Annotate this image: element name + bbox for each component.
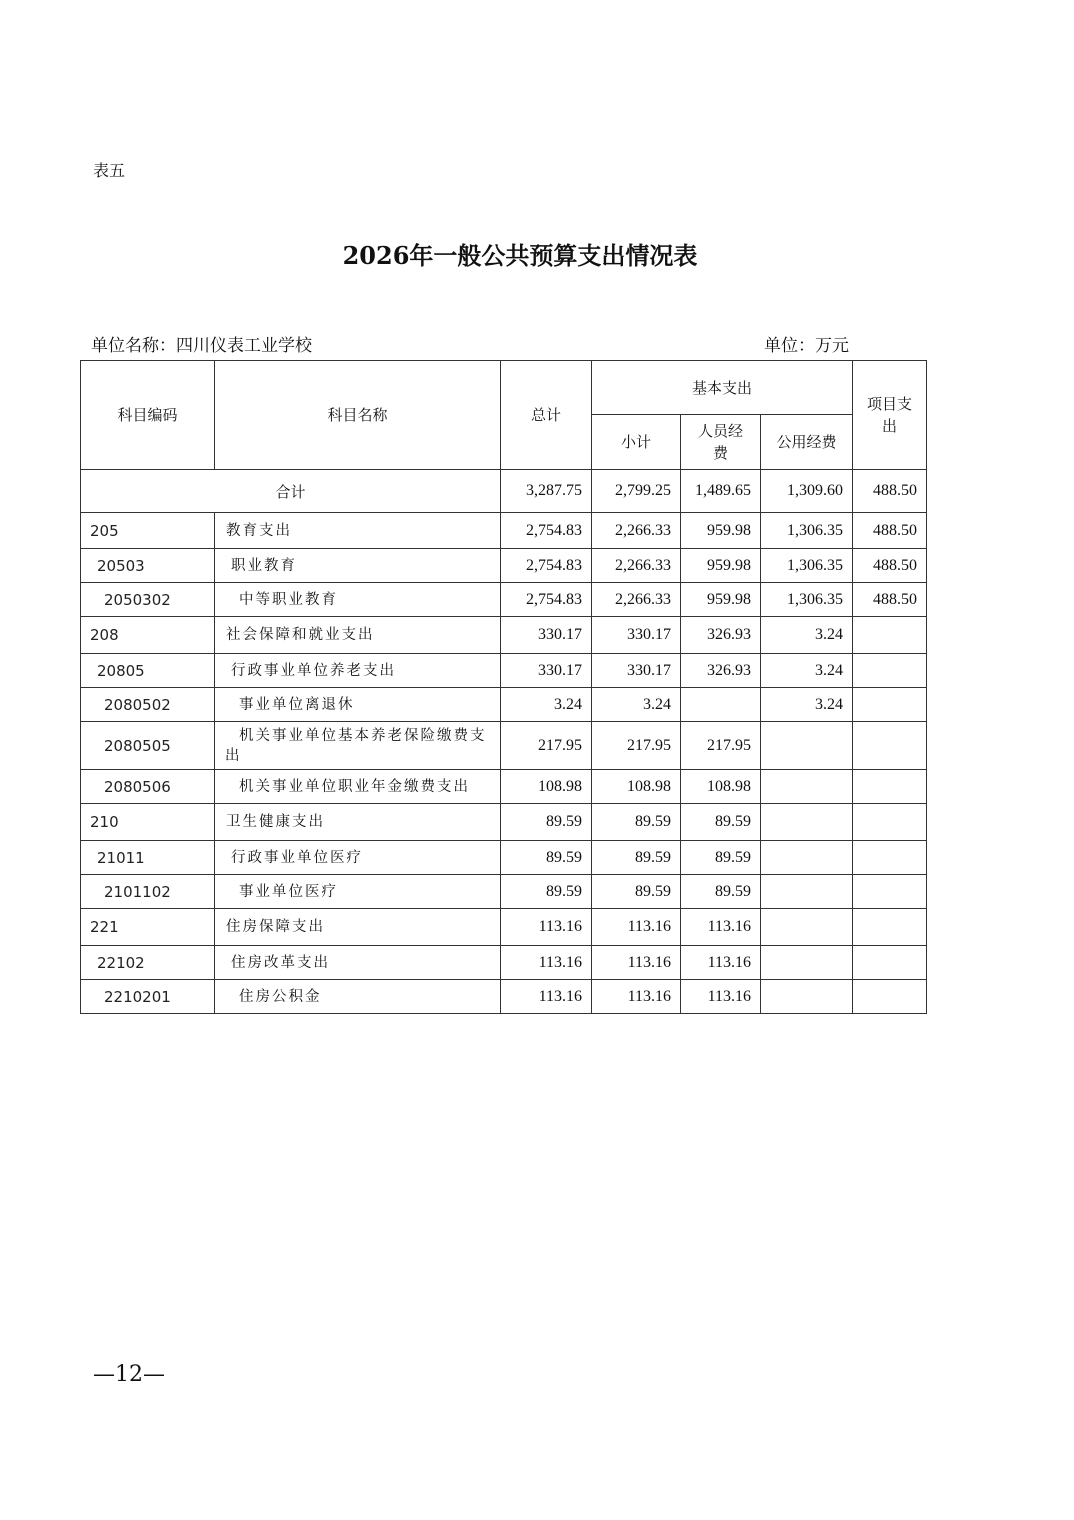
col-header-total: 总计 [501, 361, 592, 470]
cell-public [761, 946, 853, 980]
cell-project [853, 804, 927, 841]
subject-name: 社会保障和就业支出 [215, 617, 501, 654]
cell-subtotal: 108.98 [592, 770, 681, 804]
subject-code: 210 [81, 804, 215, 841]
cell-total: 330.17 [501, 617, 592, 654]
cell-personnel: 89.59 [681, 875, 761, 909]
subject-code: 2210201 [81, 980, 215, 1014]
cell-public [761, 980, 853, 1014]
cell-public: 1,306.35 [761, 583, 853, 617]
table-row [81, 980, 927, 1014]
table-row [81, 513, 927, 549]
col-header-code: 科目编码 [81, 361, 215, 470]
cell-subtotal: 330.17 [592, 617, 681, 654]
cell-total: 217.95 [501, 722, 592, 770]
cell-personnel: 113.16 [681, 946, 761, 980]
cell-personnel [681, 688, 761, 722]
cell-personnel: 113.16 [681, 980, 761, 1014]
table-row [81, 688, 927, 722]
subject-name: 事业单位医疗 [215, 875, 501, 909]
cell-project [853, 617, 927, 654]
table-row [81, 804, 927, 841]
cell-total: 89.59 [501, 804, 592, 841]
subject-name: 教育支出 [215, 513, 501, 549]
subject-name: 卫生健康支出 [215, 804, 501, 841]
cell-total: 3.24 [501, 688, 592, 722]
subject-code: 221 [81, 909, 215, 946]
budget-table [80, 360, 927, 1014]
subject-code: 20503 [81, 549, 215, 583]
page-title: 2026年一般公共预算支出情况表 [342, 241, 698, 270]
cell-public: 3.24 [761, 688, 853, 722]
table-label: 表五 [93, 161, 126, 180]
cell-personnel: 108.98 [681, 770, 761, 804]
cell-public [761, 909, 853, 946]
cell-personnel: 959.98 [681, 583, 761, 617]
subject-code: 20805 [81, 654, 215, 688]
cell-personnel: 89.59 [681, 841, 761, 875]
cell-public: 1,306.35 [761, 549, 853, 583]
cell-total: 2,754.83 [501, 549, 592, 583]
cell-subtotal: 113.16 [592, 946, 681, 980]
cell-personnel: 89.59 [681, 804, 761, 841]
cell-subtotal: 89.59 [592, 804, 681, 841]
col-header-public: 公用经费 [761, 415, 853, 470]
col-header-subtotal: 小计 [592, 415, 681, 470]
subject-name: 机关事业单位基本养老保险缴费支出 [215, 722, 501, 770]
total-project: 488.50 [853, 470, 927, 513]
subject-name: 机关事业单位职业年金缴费支出 [215, 770, 501, 804]
subject-name: 行政事业单位医疗 [215, 841, 501, 875]
cell-project [853, 946, 927, 980]
cell-subtotal: 2,266.33 [592, 583, 681, 617]
cell-subtotal: 330.17 [592, 654, 681, 688]
subject-code: 22102 [81, 946, 215, 980]
cell-project [853, 770, 927, 804]
cell-personnel: 959.98 [681, 549, 761, 583]
table-row [81, 617, 927, 654]
table-row [81, 549, 927, 583]
cell-public [761, 804, 853, 841]
cell-total: 2,754.83 [501, 583, 592, 617]
table-row [81, 722, 927, 770]
total-total: 3,287.75 [501, 470, 592, 513]
total-row [81, 470, 927, 513]
cell-subtotal: 3.24 [592, 688, 681, 722]
subject-code: 2050302 [81, 583, 215, 617]
subject-code: 21011 [81, 841, 215, 875]
cell-public: 3.24 [761, 617, 853, 654]
cell-personnel: 959.98 [681, 513, 761, 549]
table-row [81, 875, 927, 909]
subject-name: 职业教育 [215, 549, 501, 583]
cell-subtotal: 113.16 [592, 909, 681, 946]
cell-personnel: 326.93 [681, 654, 761, 688]
table-row [81, 583, 927, 617]
cell-public: 3.24 [761, 654, 853, 688]
subject-name: 事业单位离退休 [215, 688, 501, 722]
cell-total: 108.98 [501, 770, 592, 804]
cell-subtotal: 89.59 [592, 841, 681, 875]
table-row [81, 946, 927, 980]
cell-personnel: 113.16 [681, 909, 761, 946]
cell-total: 113.16 [501, 980, 592, 1014]
cell-project [853, 980, 927, 1014]
total-public: 1,309.60 [761, 470, 853, 513]
cell-total: 330.17 [501, 654, 592, 688]
cell-total: 2,754.83 [501, 513, 592, 549]
cell-personnel: 217.95 [681, 722, 761, 770]
cell-project [853, 688, 927, 722]
total-personnel: 1,489.65 [681, 470, 761, 513]
subject-code: 208 [81, 617, 215, 654]
cell-project [853, 722, 927, 770]
cell-project [853, 875, 927, 909]
subject-code: 2080502 [81, 688, 215, 722]
cell-project [853, 909, 927, 946]
subject-code: 2080506 [81, 770, 215, 804]
cell-public: 1,306.35 [761, 513, 853, 549]
cell-total: 89.59 [501, 841, 592, 875]
col-header-name: 科目名称 [215, 361, 501, 470]
unit-name: 单位名称：四川仪表工业学校 [91, 336, 312, 356]
cell-subtotal: 2,266.33 [592, 549, 681, 583]
cell-total: 113.16 [501, 946, 592, 980]
subject-name: 行政事业单位养老支出 [215, 654, 501, 688]
cell-subtotal: 89.59 [592, 875, 681, 909]
cell-public [761, 722, 853, 770]
col-header-project: 项目支出 [853, 361, 927, 470]
subject-code: 2080505 [81, 722, 215, 770]
cell-subtotal: 113.16 [592, 980, 681, 1014]
cell-project [853, 654, 927, 688]
cell-project: 488.50 [853, 513, 927, 549]
col-header-personnel: 人员经费 [681, 415, 761, 470]
subject-name: 住房保障支出 [215, 909, 501, 946]
cell-total: 89.59 [501, 875, 592, 909]
subject-code: 205 [81, 513, 215, 549]
unit-label: 单位：万元 [764, 336, 849, 356]
subject-name: 住房公积金 [215, 980, 501, 1014]
cell-project: 488.50 [853, 583, 927, 617]
table-row [81, 770, 927, 804]
col-header-basic: 基本支出 [592, 361, 853, 415]
table-row [81, 841, 927, 875]
page-number: —12— [93, 1362, 165, 1387]
subject-name: 住房改革支出 [215, 946, 501, 980]
cell-subtotal: 2,266.33 [592, 513, 681, 549]
subject-name: 中等职业教育 [215, 583, 501, 617]
cell-public [761, 875, 853, 909]
cell-project [853, 841, 927, 875]
cell-subtotal: 217.95 [592, 722, 681, 770]
cell-public [761, 770, 853, 804]
table-row [81, 654, 927, 688]
total-label: 合计 [81, 470, 501, 513]
cell-total: 113.16 [501, 909, 592, 946]
total-subtotal: 2,799.25 [592, 470, 681, 513]
cell-personnel: 326.93 [681, 617, 761, 654]
table-row [81, 909, 927, 946]
cell-public [761, 841, 853, 875]
cell-project: 488.50 [853, 549, 927, 583]
subject-code: 2101102 [81, 875, 215, 909]
